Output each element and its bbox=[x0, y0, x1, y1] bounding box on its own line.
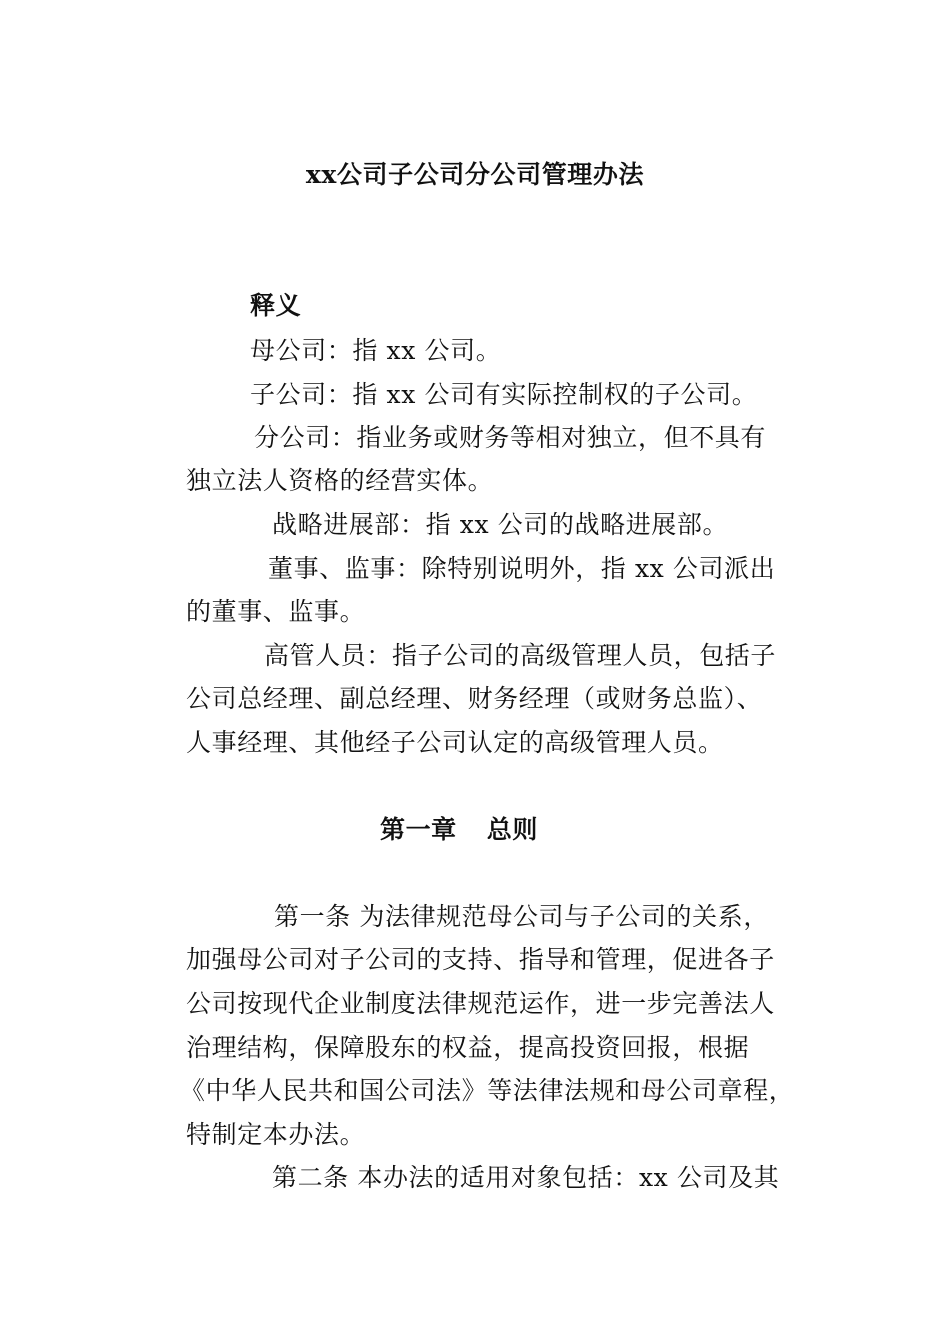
article-line: 加强母公司对子公司的支持、指导和管理，促进各子 bbox=[186, 945, 775, 974]
article-line: 第一条 为法律规范母公司与子公司的关系， bbox=[274, 902, 769, 931]
article-line: 《中华人民共和国公司法》等法律法规和母公司章程， bbox=[180, 1076, 795, 1105]
definition-line: 独立法人资格的经营实体。 bbox=[186, 466, 494, 495]
chapter-label: 第一章 bbox=[379, 815, 457, 844]
definition-line: 分公司：指业务或财务等相对独立，但不具有 bbox=[254, 423, 767, 452]
chapter-heading bbox=[0, 815, 918, 845]
article-line: 治理结构，保障股东的权益，提高投资回报，根据 bbox=[186, 1033, 750, 1062]
chapter-name: 总则 bbox=[486, 815, 538, 844]
article-line: 公司按现代企业制度法律规范运作，进一步完善法人 bbox=[186, 989, 775, 1018]
article-line: 第二条 本办法的适用对象包括：xx 公司及其 bbox=[272, 1163, 780, 1192]
article-line: 特制定本办法。 bbox=[186, 1120, 366, 1149]
document-title: xx公司子公司分公司管理办法 bbox=[305, 160, 645, 189]
definition-line: 的董事、监事。 bbox=[186, 597, 366, 626]
definition-line: 人事经理、其他经子公司认定的高级管理人员。 bbox=[186, 728, 724, 757]
definition-line: 董事、监事：除特别说明外，指 xx 公司派出 bbox=[268, 554, 776, 583]
definition-line: 战略进展部：指 xx 公司的战略进展部。 bbox=[272, 510, 729, 539]
definitions-heading: 释义 bbox=[250, 291, 302, 320]
definition-line: 高管人员：指子公司的高级管理人员，包括子 bbox=[264, 641, 777, 670]
definition-line: 子公司：指 xx 公司有实际控制权的子公司。 bbox=[250, 380, 758, 409]
definition-line: 公司总经理、副总经理、财务经理（或财务总监）、 bbox=[186, 684, 763, 713]
definition-line: 母公司：指 xx 公司。 bbox=[250, 336, 502, 365]
